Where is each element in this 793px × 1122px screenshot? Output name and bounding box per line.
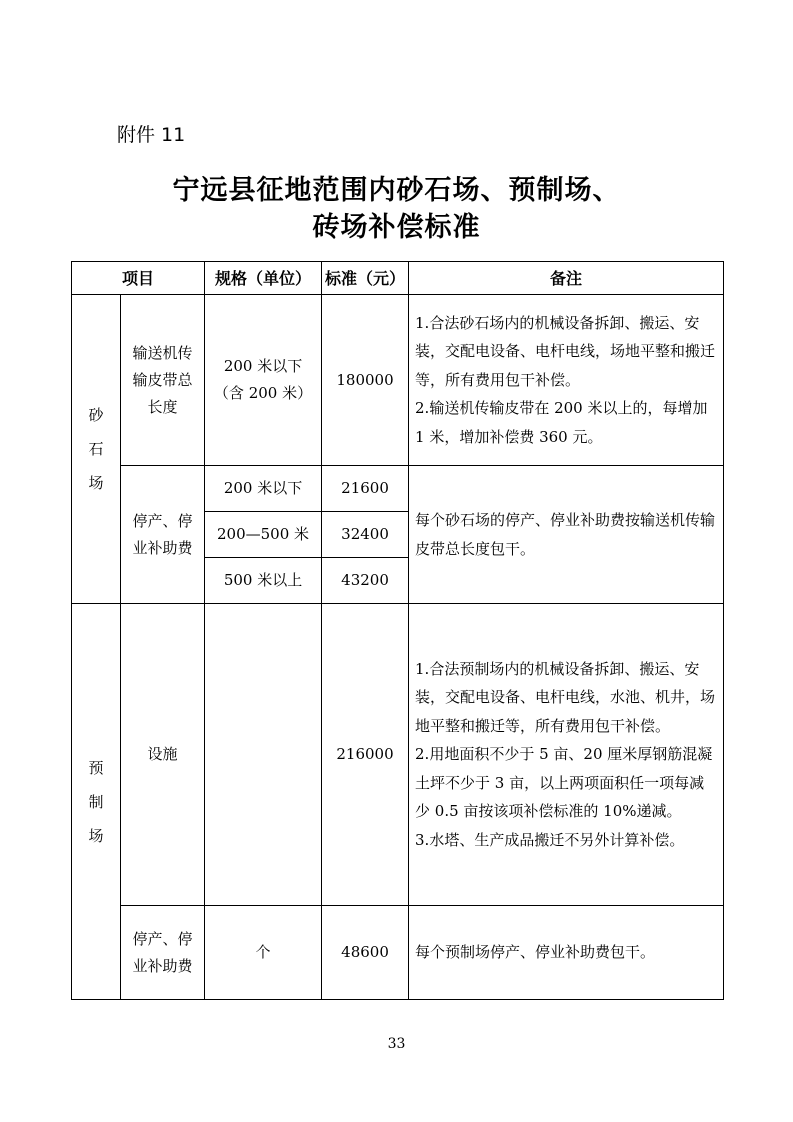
- table-row: [72, 295, 724, 466]
- standard-precast-subsidy: 48600: [322, 906, 409, 1000]
- compensation-table: [71, 261, 724, 1000]
- remark-sand-subsidy: 每个砂石场的停产、停业补助费按输送机传输皮带总长度包干。: [409, 466, 724, 604]
- spec-facility: [205, 604, 322, 906]
- spec-precast-subsidy: 个: [205, 906, 322, 1000]
- table-row: [72, 604, 724, 906]
- remark-precast-subsidy: 每个预制场停产、停业补助费包干。: [409, 906, 724, 1000]
- spec-belt-length: 200 米以下 （含 200 米）: [205, 295, 322, 466]
- page-number: 33: [387, 1036, 406, 1052]
- attachment-label: 附件 11: [117, 124, 186, 146]
- item-facility: 设施: [121, 604, 205, 906]
- table-header-row: [72, 262, 724, 295]
- header-spec: 规格（单位）: [205, 262, 322, 295]
- table-row: [72, 906, 724, 1000]
- item-belt-length: 输送机传 输皮带总 长度: [121, 295, 205, 466]
- category-precast-yard: 预 制 场: [72, 604, 121, 1000]
- header-remark: 备注: [409, 262, 724, 295]
- header-standard: 标准（元）: [322, 262, 409, 295]
- category-sand-yard: 砂 石 场: [72, 295, 121, 604]
- document-title-line2: 砖场补偿标准: [312, 212, 481, 243]
- header-item: 项目: [72, 262, 205, 295]
- item-precast-subsidy: 停产、停 业补助费: [121, 906, 205, 1000]
- document-title-line1: 宁远县征地范围内砂石场、预制场、: [172, 175, 621, 206]
- table-row: [72, 466, 724, 512]
- standard-cell: 32400: [322, 512, 409, 558]
- standard-belt-length: 180000: [322, 295, 409, 466]
- spec-cell: 500 米以上: [205, 558, 322, 604]
- spec-cell: 200 米以下: [205, 466, 322, 512]
- remark-belt-length: 1.合法砂石场内的机械设备拆卸、搬运、安装，交配电设备、电杆电线，场地平整和搬迁等，所有费用包干补偿。 2.输送机传输皮带在 200 米以上的，每增加 1 米，增加补偿费 360 元。: [409, 295, 724, 466]
- standard-facility: 216000: [322, 604, 409, 906]
- remark-facility: 1.合法预制场内的机械设备拆卸、搬运、安装，交配电设备、电杆电线，水池、机井，场地平整和搬迁等，所有费用包干补偿。 2.用地面积不少于 5 亩、20 厘米厚钢筋混凝土坪不少于 3 亩，以上两项面积任一项每减少 0.5 亩按该项补偿标准的 10%递减。 3.水塔、生产成品搬迁不另外计算补偿。: [409, 604, 724, 906]
- standard-cell: 43200: [322, 558, 409, 604]
- item-sand-subsidy: 停产、停 业补助费: [121, 466, 205, 604]
- spec-cell: 200—500 米: [205, 512, 322, 558]
- standard-cell: 21600: [322, 466, 409, 512]
